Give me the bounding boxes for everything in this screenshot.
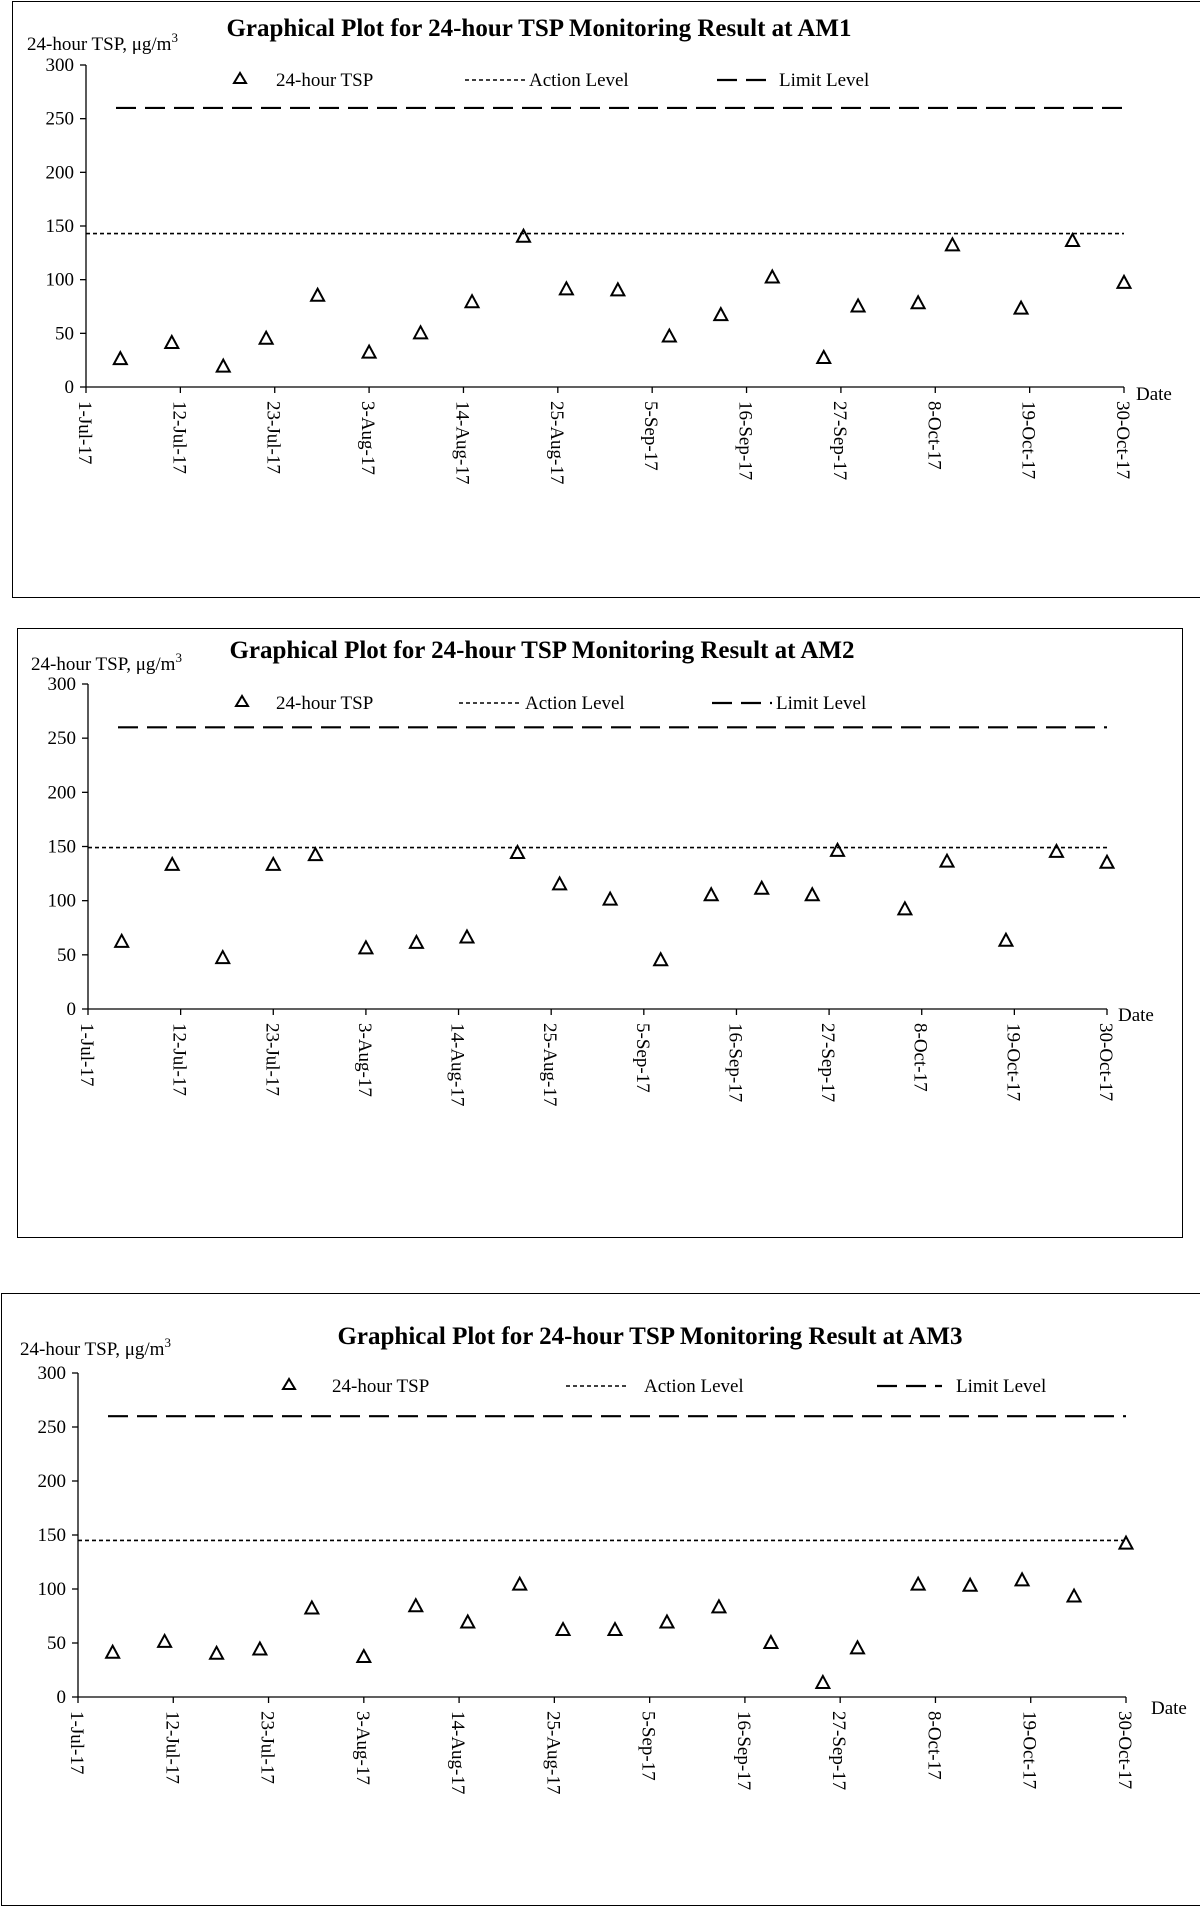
x-tick-label: 19-Oct-17 bbox=[1002, 1023, 1024, 1102]
x-tick-label: 25-Aug-17 bbox=[545, 401, 567, 485]
data-point-marker bbox=[414, 326, 427, 338]
legend-action-label: Action Level bbox=[644, 1376, 744, 1397]
legend-series-label: 24-hour TSP bbox=[332, 1376, 430, 1397]
x-tick-label: 1-Jul-17 bbox=[66, 1711, 87, 1775]
y-tick-label: 150 bbox=[47, 836, 76, 858]
y-axis-label bbox=[27, 30, 178, 55]
data-point-marker bbox=[216, 951, 229, 963]
data-point-marker bbox=[764, 1636, 777, 1648]
x-tick-label: 16-Sep-17 bbox=[724, 1023, 746, 1103]
x-tick-label: 27-Sep-17 bbox=[817, 1023, 839, 1103]
y-axis-label-text: 24-hour TSP, μg/m bbox=[31, 654, 176, 675]
y-tick-label: 0 bbox=[56, 1687, 66, 1708]
data-point-marker bbox=[663, 330, 676, 342]
data-point-marker bbox=[557, 1623, 570, 1635]
x-tick-label: 16-Sep-17 bbox=[734, 401, 756, 481]
data-point-marker bbox=[654, 953, 667, 965]
data-point-marker bbox=[831, 844, 844, 856]
x-tick-label: 14-Aug-17 bbox=[447, 1711, 469, 1795]
data-point-marker bbox=[553, 877, 566, 889]
x-tick-label: 12-Jul-17 bbox=[161, 1711, 183, 1784]
data-point-marker bbox=[712, 1600, 725, 1612]
x-axis-label: Date bbox=[1136, 384, 1172, 405]
legend-series-marker bbox=[236, 696, 248, 706]
data-point-marker bbox=[217, 360, 230, 372]
y-axis-label bbox=[20, 1335, 171, 1360]
data-point-marker bbox=[460, 931, 473, 943]
data-point-marker bbox=[359, 941, 372, 953]
x-tick-label: 12-Jul-17 bbox=[168, 401, 190, 474]
data-point-marker bbox=[114, 352, 127, 364]
x-tick-label: 19-Oct-17 bbox=[1018, 1711, 1040, 1790]
data-point-marker bbox=[305, 1601, 318, 1613]
legend-series-marker bbox=[234, 73, 246, 83]
data-point-marker bbox=[852, 300, 865, 312]
y-tick-label: 100 bbox=[47, 890, 76, 912]
x-tick-label: 5-Sep-17 bbox=[631, 1023, 653, 1093]
x-tick-label: 14-Aug-17 bbox=[451, 401, 473, 485]
x-tick-label: 5-Sep-17 bbox=[637, 1711, 659, 1781]
data-point-marker bbox=[267, 858, 280, 870]
data-point-marker bbox=[604, 893, 617, 905]
data-point-marker bbox=[357, 1650, 370, 1662]
data-point-marker bbox=[964, 1579, 977, 1591]
x-tick-label: 12-Jul-17 bbox=[168, 1023, 190, 1096]
legend-limit-label: Limit Level bbox=[779, 70, 870, 91]
data-point-marker bbox=[115, 935, 128, 947]
y-tick-label: 300 bbox=[47, 674, 76, 695]
x-tick-label: 30-Oct-17 bbox=[1095, 1023, 1116, 1102]
data-point-marker bbox=[1118, 276, 1131, 288]
y-tick-label: 0 bbox=[66, 999, 76, 1020]
data-point-marker bbox=[1050, 845, 1063, 857]
data-point-marker bbox=[513, 1578, 526, 1590]
data-point-marker bbox=[410, 936, 423, 948]
data-point-marker bbox=[466, 295, 479, 307]
x-tick-label: 8-Oct-17 bbox=[923, 1711, 945, 1780]
data-point-marker bbox=[1016, 1573, 1029, 1585]
data-point-marker bbox=[517, 230, 530, 242]
y-axis-label-superscript: 3 bbox=[175, 650, 182, 665]
y-tick-label: 50 bbox=[55, 323, 74, 345]
x-tick-label: 14-Aug-17 bbox=[446, 1023, 468, 1107]
chart-panel-am2 bbox=[17, 628, 1183, 1238]
data-point-marker bbox=[1066, 234, 1079, 246]
y-axis-label-superscript: 3 bbox=[164, 1335, 171, 1350]
data-point-marker bbox=[1015, 302, 1028, 314]
data-point-marker bbox=[1068, 1590, 1081, 1602]
y-tick-label: 50 bbox=[47, 1633, 66, 1654]
data-point-marker bbox=[461, 1615, 474, 1627]
data-point-marker bbox=[106, 1646, 119, 1658]
legend-action-label: Action Level bbox=[525, 693, 625, 714]
chart-title: Graphical Plot for 24-hour TSP Monitoring Result at AM1 bbox=[226, 15, 852, 42]
x-tick-label: 27-Sep-17 bbox=[828, 401, 850, 481]
x-tick-label: 25-Aug-17 bbox=[542, 1711, 564, 1795]
data-point-marker bbox=[806, 888, 819, 900]
chart-panel-am1 bbox=[12, 1, 1200, 598]
data-point-marker bbox=[912, 296, 925, 308]
y-tick-label: 250 bbox=[37, 1417, 66, 1438]
x-tick-label: 3-Aug-17 bbox=[351, 1711, 373, 1785]
y-tick-label: 150 bbox=[45, 216, 74, 237]
x-tick-label: 1-Jul-17 bbox=[74, 401, 95, 465]
x-tick-label: 30-Oct-17 bbox=[1112, 401, 1133, 480]
data-point-marker bbox=[766, 271, 779, 283]
x-tick-label: 1-Jul-17 bbox=[76, 1023, 97, 1087]
y-tick-label: 250 bbox=[47, 728, 76, 750]
chart-title: Graphical Plot for 24-hour TSP Monitoring Result at AM2 bbox=[229, 637, 855, 664]
x-tick-label: 8-Oct-17 bbox=[923, 401, 945, 470]
data-point-marker bbox=[714, 308, 727, 320]
data-point-marker bbox=[999, 934, 1012, 946]
legend-series-label: 24-hour TSP bbox=[276, 693, 374, 714]
y-tick-label: 200 bbox=[47, 782, 76, 804]
data-point-marker bbox=[940, 855, 953, 867]
chart-panel-am3 bbox=[1, 1293, 1200, 1906]
y-tick-label: 0 bbox=[64, 377, 74, 398]
data-point-marker bbox=[705, 888, 718, 900]
data-point-marker bbox=[311, 289, 324, 301]
data-point-marker bbox=[817, 351, 830, 363]
data-point-marker bbox=[1120, 1537, 1133, 1549]
legend-limit-label: Limit Level bbox=[956, 1376, 1047, 1397]
x-tick-label: 3-Aug-17 bbox=[353, 1023, 375, 1097]
y-axis-label bbox=[31, 650, 182, 675]
legend-limit-label: Limit Level bbox=[776, 693, 867, 714]
y-tick-label: 250 bbox=[45, 108, 74, 130]
data-point-marker bbox=[755, 882, 768, 894]
data-point-marker bbox=[898, 902, 911, 914]
data-point-marker bbox=[166, 858, 179, 870]
legend-action-label: Action Level bbox=[529, 70, 629, 91]
x-axis-label: Date bbox=[1118, 1005, 1154, 1026]
data-point-marker bbox=[912, 1578, 925, 1590]
y-tick-label: 200 bbox=[37, 1471, 66, 1492]
data-point-marker bbox=[611, 283, 624, 295]
data-point-marker bbox=[608, 1623, 621, 1635]
chart-svg-am3 bbox=[2, 1294, 1200, 1907]
data-point-marker bbox=[363, 346, 376, 358]
y-tick-label: 50 bbox=[57, 944, 76, 966]
legend-series-label: 24-hour TSP bbox=[276, 70, 374, 91]
data-point-marker bbox=[309, 848, 322, 860]
y-tick-label: 150 bbox=[37, 1525, 66, 1546]
x-tick-label: 19-Oct-17 bbox=[1017, 401, 1039, 480]
y-axis-label-text: 24-hour TSP, μg/m bbox=[27, 34, 172, 55]
y-tick-label: 200 bbox=[45, 162, 74, 184]
x-tick-label: 16-Sep-17 bbox=[732, 1711, 754, 1791]
y-axis-label-superscript: 3 bbox=[171, 30, 178, 45]
data-point-marker bbox=[1101, 856, 1114, 868]
data-point-marker bbox=[851, 1641, 864, 1653]
data-point-marker bbox=[560, 282, 573, 294]
data-point-marker bbox=[260, 332, 273, 344]
data-point-marker bbox=[816, 1676, 829, 1688]
data-point-marker bbox=[253, 1642, 266, 1654]
chart-svg-am2 bbox=[18, 629, 1184, 1239]
chart-title: Graphical Plot for 24-hour TSP Monitoring Result at AM3 bbox=[337, 1323, 963, 1350]
data-point-marker bbox=[210, 1647, 223, 1659]
data-point-marker bbox=[165, 336, 178, 348]
x-tick-label: 8-Oct-17 bbox=[909, 1023, 931, 1092]
y-tick-label: 300 bbox=[37, 1363, 66, 1384]
x-tick-label: 5-Sep-17 bbox=[640, 401, 662, 471]
y-tick-label: 100 bbox=[45, 269, 74, 291]
x-tick-label: 25-Aug-17 bbox=[539, 1023, 561, 1107]
y-tick-label: 300 bbox=[45, 55, 74, 76]
data-point-marker bbox=[660, 1615, 673, 1627]
y-tick-label: 100 bbox=[37, 1579, 66, 1600]
x-tick-label: 23-Jul-17 bbox=[262, 401, 284, 474]
chart-svg-am1 bbox=[13, 2, 1200, 599]
data-point-marker bbox=[409, 1599, 422, 1611]
x-tick-label: 3-Aug-17 bbox=[357, 401, 379, 475]
x-tick-label: 30-Oct-17 bbox=[1114, 1711, 1135, 1790]
x-tick-label: 23-Jul-17 bbox=[256, 1711, 278, 1784]
data-point-marker bbox=[946, 238, 959, 250]
y-axis-label-text: 24-hour TSP, μg/m bbox=[20, 1339, 165, 1360]
x-axis-label: Date bbox=[1151, 1698, 1187, 1719]
data-point-marker bbox=[158, 1635, 171, 1647]
x-tick-label: 23-Jul-17 bbox=[261, 1023, 283, 1096]
legend-series-marker bbox=[283, 1379, 295, 1389]
x-tick-label: 27-Sep-17 bbox=[828, 1711, 850, 1791]
